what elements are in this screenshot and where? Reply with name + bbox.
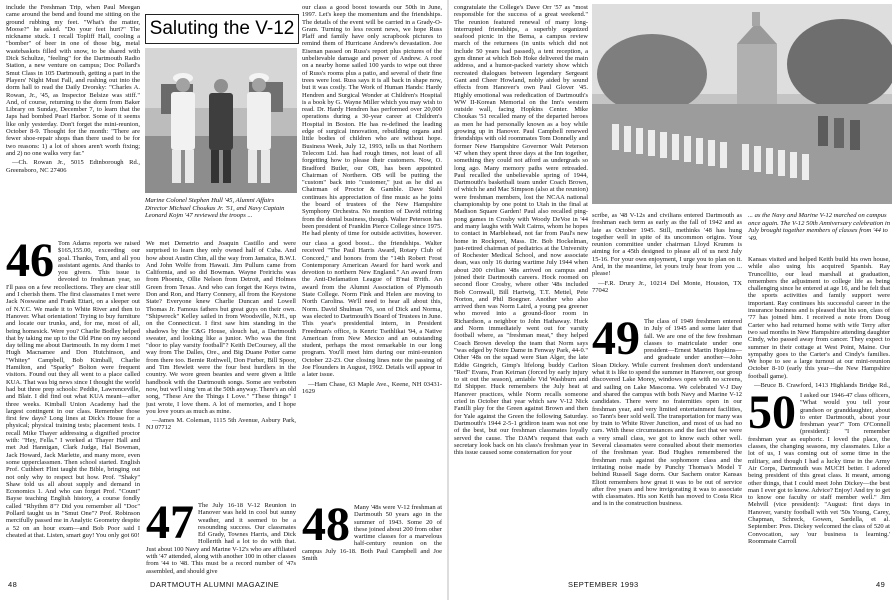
class-49-numeral: 49 <box>592 318 640 365</box>
left-col3b-signature: —Ham Chase, 63 Maple Ave., Keene, NH 03431-1629 <box>302 380 442 395</box>
left-col3-bottom <box>302 240 442 500</box>
class-46-numeral: 46 <box>6 240 54 287</box>
left-col1-signature: —Ch. Rowan Jr., 5015 Edinborough Rd., Greensboro, NC 27406 <box>6 159 140 174</box>
right-col3-text: Kansas visited and helped Keith build his own house, while also using his acquired Spanish. Ray Truncellito, our lead marshall at graduation, remembers the adjustment to college life as being challenging since he entered at age 16, and he felt that the sports activities and family support were important. Ray continues his successful career in the insurance business and is pleased that his son, class of '77 has joined him. I received a note from Doug Carter who had returned home with wife Terry after two sad months in New Hampshire attending daughter Cindy, who passed away from cancer. They expect to summer in their cottage at West Point, Maine. Our sympathy goes to the Carter's and Cindy's families. We hope to see a large turnout at our mini-reunion October 8-10 (early this year—the New Hampshire football game). <box>748 256 890 380</box>
officers-photo-image <box>145 48 297 193</box>
class-47-text: The July 16-18 V-12 Reunion in Hanover was held in cool but sunny weather, and it seemed to be a resounding success. Our classmates Ed Grady, Townes Harris, and Dick Hollerith had a lot to do with that. Just about 100 Navy and Marine V-12's who are affiliated with '47 attended, along with another 100 in other classes from '44 to '48. This must be a record number of '47s assembled, and should give <box>146 502 296 575</box>
right-col1 <box>454 4 588 576</box>
left-col2-bottom <box>146 240 296 498</box>
right-col2-49 <box>592 318 742 576</box>
left-col3b-text: our class a good boost... the friendships. Walter received "The Paul Harris Award, Rotary Club of Concord," and honors from the "14th Robert Frost Contemporary American Award for hard work and devotion to northern New England." An award from the Anti-Defamation League of B'nai B'rith. An award from the Alumni Association of Plymouth State College. Norm Fink and Helen are moving to North Carolina. We'll need to hear all about this, Norm. David Shulman '76, son of Dick and Norma, was elected to Dartmouth's Board of Trustees in June. This year's presidential intern, in President Freedman's office, is Kenric Tsethlikai '94, a Native American from New Mexico and an outstanding student, perhaps the most remarkable in our long program. You'll meet him during our mini-reunion October 22-23. Our closing lines note the passing of Joe Flounders in August, 1992. Details will appear in a later issue. <box>302 240 442 379</box>
right-photo <box>592 4 892 204</box>
class-47-numeral: 47 <box>146 502 194 549</box>
class-49-text: The class of 1949 freshmen entered in July of 1945 and some later that fall. We are one of the few freshman classes to matriculate under one president—Ernest Martin Hopkins—and graduate under another—John Sloan Dickey. While current freshmen don't understand what it is like to spend the summer in Hanover, our group discovered Lake Morey, windows open with no screens, and sailing on Lake Mascoma. We celebrated V-J Day and shared the campus with both Navy and Marine V-12 candidates. There were no fraternities open in our freshman year, and very limited entertainment facilities, so Tann's beer sold well. The transportation for many was by train to White River Junction, and most of us had no cars. With these circumstances and the fact that we were a very small class, we got to know each other well. Several classmates were consulted about their memories of the freshman year. Bud Hughes remembered the freshman rush against the sophomore class and the irritating noise made by Punchy Thomas's Model T behind Russell Sage dorm. Our Sachem orator Kansas Eliott remembers how great it was to be out of service after five years and how invigorating it was to associate with classmates. His son Keith has moved to Costa Rica and is in the construction business. <box>592 318 742 508</box>
class-48-numeral: 48 <box>302 504 350 551</box>
right-page <box>448 0 896 600</box>
left-col3-text: our class a good boost towards our 50th in June, 1997. Let's keep the momentum and the friendships. The details of the event will be carried in a Grady-O-Gram. Turning to less recent news, we hope Russ Plaff and family have only scrapbook pictures to remind them of Hurricane Andrew's devastation. Joe Eisenan passed on Russ's report plus pictures of the unbelievable damage and power of Andrew. A roof on a nearby home sailed 100 yards to wipe out three of Russ's rooms plus a patio, and several of their fine trees were lost. Russ says it is all back in shape now, but it was costly. The Work of Human Hands: Hardy Hendren and Surgical Wonder at Children's Hospital is a book by G. Wayne Miller which you may wish to read. Dr. Hardy Hendren has performed over 20,000 operations during a 30-year career at Children's Hospital in Boston. He has re-defined the leading edge of surgical innovation, rebuilding organs and little bodies of children who are without hope. Business Week, July 12, 1993, tells us that Northern Telecom Ltd. has had rough times, not least of all forgetting how to please their customers. Now, O. Bradford Butler, our OB, has been appointed Chairman of Northern. OB will be putting the "custom" back into "customer," just as he did as Chairman of Proctor & Gamble. Dave Stahl continues his appreciation of fine music as he joins the board of trustees of the New Hampshire Symphony Orchestra. No mention of David retiring from the dental business, though. Walter Peterson has been president of Franklin Pierce College since 1975. He had plenty of time for outside activities, however. <box>302 4 442 236</box>
left-col1-bottom <box>6 240 140 576</box>
left-photo-caption: Marine Colonel Stephen Hull '45, Alumni Affairs Director Michael Choukas Jr. '51, and Navy Captain Leonard Kojm '47 reviewed the troops ... <box>145 197 285 220</box>
right-date: SEPTEMBER 1993 <box>568 580 639 589</box>
right-col2 <box>592 212 742 312</box>
left-col2-47 <box>146 502 296 577</box>
marching-photo-image <box>592 4 892 204</box>
left-col1-text: include the Freshman Trip, when Paul Meegan came around the bend and found me sitting on the ground rubbing my feet. "What's the matter, Moose?" he asked. "Do your feet hurt?" The nickname stuck. I recall Topliff Hall, cooling a "bomber" of beer in one of those big, metal wastebaskets filled with snow, to be shared with Dick Schultze, "feeling" for the Dartmouth Radio Station, a new venture on campus; Doc Pollard's Smut Class in 105 Dartmouth, getting a part in the Players' Night Must Fall, and rushing out into the dorm hall to read the Daily Dvorsky: "Charles A. Rowan, Jr., '45, as Inspector Belsize was stiff." And, of course, returning to the dorm from Baker Library on Sunday, December 7, to learn that the Japs had bombed Pearl Harbor. Some of it seems like only yesterday. Don't forget the mini-reunion, October 8-9. Thought for the month: "There are fewer shoe-repair shops than there used to be for two reasons: 1) a lot of shoes aren't worth fixing; and 2) no one walks very far." <box>6 4 140 157</box>
left-col2b-signature: —James M. Coleman, 1115 5th Avenue, Asbury Park, NJ 07712 <box>146 417 296 432</box>
right-col3 <box>748 256 890 388</box>
left-col3-48 <box>302 504 442 577</box>
class-50-numeral: 50 <box>748 392 796 439</box>
right-col3-50 <box>748 392 890 577</box>
right-photo-caption: ... as the Navy and Marine V-12 marched on campus once again. The V-12 50th Anniversary celebration in July brought together members of classes from '44 to '49. <box>748 212 890 242</box>
left-photo <box>145 48 297 193</box>
right-col1-text: congratulate the College's Dave Orr '57 as "most responsible for the success of a great weekend." The reunion featured renewal of many long-interrupted friendships, a superbly organized seafood picnic in the Bema, a campus review march of the returnees (in units which did not include 50 years had passed), a tent reception, a gym dinner at which Bob Hoke delivered the main address, and a humor-packed variety show which recreated dialogues between legendary Sergeant Gant and Cheer Howland, nobly aided by sound effects from Hanover's own Paul Glover '45. Highly emotional was rededication of Dartmouth's WW II-Korean Memorial on the Inn's western outside wall, facing Hopkins Center. Mike Choukas '51 recalled many of the departed heroes as men he had personally known as a boy while growing up in Hanover. Paul Campbell renewed friendships with old roommates Tom Donnelly and former New Hampshire Governor Walt Peterson '47 when they spent three days at the Inn together, something they could not afford as undergrads so long ago. Many memory paths were retreaded. Paul recalled the unbelievable spring of 1944, Dartmouth's basketball team under Coach Brown, of which he and Mac Simpson (also at the reunion) were freshman members, lost the NCAA national championship by one point to Utah in the final at Madison Square Garden! Paul also recalled ping-pong games in Crosby with Woody DeVoe in '44 and many laughs with Walt Cairns, whom he hopes to contact in Marblehead, not far from Paul's new home in Rockport, Mass. Dr. Bob Hockelman, just-retired chairman of pediatrics at the University of Rochester Medical School, and now associate dean, was only 16 during wartime July 1944 when about 200 civilian '48s arrived on campus and joined their Dartmouth careers. Hock roomed on second floor Crosby, where other '48s included Bob Cornwall, Bill Hartwig, T.T. Mettel, Pete Norton, and Phil Boegner. Another who also arrived then was Norm Laird, a young pea greener who moved into a ground-floor room in Richardson, a neighbor to John Hathaway. Huck and Norm immediately went out for varsity football where, as "freshman meat," they helped Coach Brown develop the team that Norm says "was edged by Notre Dame in Fenway Park, 44-0." Other '48s on the squad were Stan Alger, the late Eddie Gingrich, Gimp's lifelong buddy Carlton "Red" Evans, Fran Keirnan (forced by early injury to sit out the season), amiable Vid Washburn and Ed Shipper. Huck remembers the July heat at Hanover practices, while Norm recalls someone cried in October that year which saw V-12 Nick Fanilli play for the Green against Brown and then for Yale against the Green the following Saturday. Dartmouth's 1944 2-5-1 gridiron team was not one of the best, but our freshman classmates loyally served the cause. The DAM's request that each secretary look back on his class's freshman year in this issue caused some consternation for your <box>454 4 588 457</box>
right-col2-text: scribe, as '48 V-12s and civilians entered Dartmouth as freshman each term as early as the fall of 1942 and as late as October 1945. Still, methinks '48 has hung together well in spite of its uncommon origins. Your reunion committee under chairman Lloyd Krumm is aiming for a 45th designed to please all of us next July 15-16. For your own enjoyment, I urge you to plan on it. And, in the meantime, let yours truly hear from you ... please! <box>592 212 742 278</box>
left-magazine-name: DARTMOUTH ALUMNI MAGAZINE <box>150 580 280 589</box>
left-col2b-text: We met Demetrio and Joaquin Castillo and were surprised to learn they only owned half of Cuba. And how about Austin Chin, all the way from Jamaica, B.W.I. And John Wolfe from Hawaii. Jim Pullum came from California, and so did Bowman. Wayne Freirichs was from Phoenix, Ollie Nelson from Detroit, and Holmes Green from Texas. And who can forget the Keys twins, Don and Ron, and Harry Connery, all from the Keystone State? Everyone knew Charlie Duncan and Lowell Thomas Jr. Famous fathers but great guys on their own. "Shipwreck" Kelley sailed in from Woodsville, N.H., up on the Connecticut. I first saw him standing in the shadows by the C&G House, slouch hat, a Dartmouth sweater, and looking like a junior. Who was the first "door to play varsity football"? Keith DeCoursey, all the way from The Dalles, Ore., and Big Duane Potter came from there too. Bernie Rothwell, Don Furber, Bill Spoor, and Tim Hewlett were the four best hurdlers in the country. We wore green beanies and were given a little handbook with the Dartmouth songs. Some are verboten now, but we'll sing 'em at the 50th anyway. There's an old song, "These Are the Things I Love." "These things" I just wrote, I love them. A lot of memories, and I hope you love yours as much as mine. <box>146 240 296 415</box>
left-col1-top <box>6 4 140 236</box>
right-page-number: 49 <box>876 580 886 589</box>
left-col3-top <box>302 4 442 236</box>
right-col2-signature: —F.R. Drury Jr., 10214 Del Monte, Houston, TX 77042 <box>592 279 742 294</box>
left-page-number: 48 <box>8 580 18 589</box>
class-50-text: I asked our 1946-47 class officers, "What would you tell your grandson or granddaughter, about to enter Dartmouth, about your freshman year?" Tom O'Connell (president): "I remember freshman year as euphoric. I loved the place, the classes, the changing seasons, my classmates. Like a lot of us, I was coming out of some time in the military, and though I had a lucky time in the Army Air Corps, Dartmouth was MUCH better. I adored being president of this great class. It meant, among other things, that I could meet John Dickey—the best man I ever got to know. Advice? Enjoy! And try to get to know one faculty or staff member well." Jim Mehvill (vice president): "August: first days in Hanover, varsity football with vet '50s Young, Carey, Chapman, Schreck, Gowen, Sardella, et al. September: Pres. Dickey welcomed the class of 520 at Convocation, say 'our business is learning.' Roommate Carroll <box>748 392 890 545</box>
class-46-text: Tom Adams reports we raised $165,155.00, exceeding our goal. Thanks, Tom, and all you assistant agents. And thanks to you givers. This issue is devoted to freshman year, so I'll pass on a few recollections. They are clear still and I cherish them. The first classmates I met were Jack Noswaine and Frank Ettari, on a sleeper out of N.Y.C. We made it to White River and then to Hanover. What orientation! Trying to buy furniture and locate our trunks, and, for me, most of all, being homesick. Were you? Charlie Bodley helped that by taking me up to the Old Pine on my second day telling me about Dartmouth. In my dorm I met Hugh Macnamee and Don Hutchinson, and "Whitey" Campbell, Bob Kimball, Charlie Hamilton, and "Sparky" Bolton were frequent visitors. Found out they all went to a place called KUA. That was big news since I thought the world had but three prep schools: Peddie, Lawrenceville, and Blair. I did find out what KUA meant—after three weeks. Kimball Union Academy had the largest contingent in our class. Remember those first few days? Long lines at Dick's House for a physical; physical training tests; placement tests. I recall Mike Thayer addressing a dignified proctor with: "Hey, Fella." I worked at Thayer Hall and met Jud Hannigan, Clark Judge, Hal Bowman, Jack Howard, Jack Marlette, and many more, even some upperclassmen. Then school started. English Prof. Cuthbert Flint taught the Bible, bringing out not only why to respect but how. Prof. "Shaky" Shaw told us all about supply and demand in Economics 1. And who can forget Prof. "Count" Bayse teaching English history, a course fondly called "Rhythm 8"? Did you remember all "Doc" Pollard taught us in "Smut One"? Prof. Robinson mercifully passed me in Analytic Geometry despite a 52 on an hour exam—and Bob Poor said I cheated at that. Listen, smart guy! You only got 60! <box>6 240 140 539</box>
class-48-text: Many '48s were V-12 freshman at Dartmouth 50 years ago in the summer of 1943. Some 20 of these joined about 200 from other wartime classes for a marvelous half-century reunion on the campus July 16-18. Both Paul Campbell and Joe Smith <box>302 504 442 563</box>
feature-title: Saluting the V-12 <box>145 14 299 44</box>
right-col3-signature: —Bruce B. Crawford, 1413 Highlands Bridge Rd., <box>754 382 890 388</box>
